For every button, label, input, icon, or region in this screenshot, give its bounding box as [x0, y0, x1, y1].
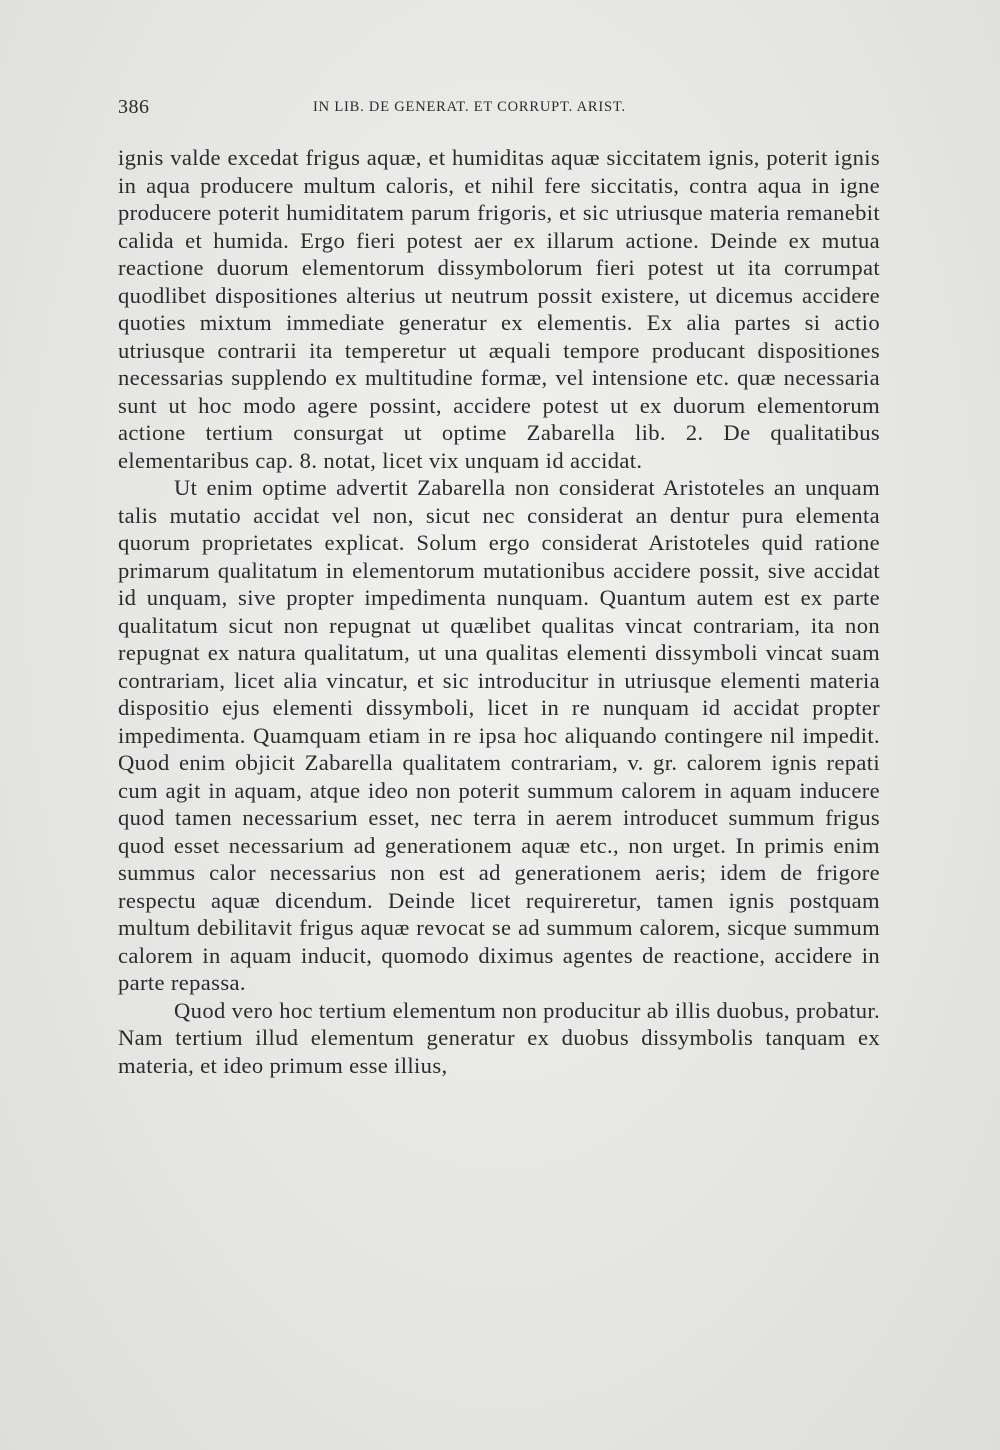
paragraph: Ut enim optime advertit Zabarella non considerat Aristoteles an unquam talis mutatio accidat vel non, sicut nec considerat an dentur pura elementa quorum proprietates explicat. Solum ergo considerat Aristoteles quid ratione primarum qualitatum in elementorum mutationibus accidere possit, sive accidat id unquam, sive propter impedimenta nunquam. Quantum autem est ex parte qualitatum sicut non repugnat ut quælibet qualitas vincat contrariam, ita non repugnat ex natura qualitatum, ut una qualitas elementi dissymboli vincat suam contrariam, licet alia vincatur, et sic introducitur in utriusque elementi materia dispositio ejus elementi dissymboli, licet in re nunquam id accidat propter impedimenta. Quamquam etiam in re ipsa hoc aliquando contingere nil impedit. Quod enim objicit Zabarella qualitatem contrariam, v. gr. calorem ignis repati cum agit in aquam, atque ideo non poterit summum calorem in aquam inducere quod tamen necessarium esset, nec terra in aerem introducet summum frigus quod esset necessarium ad generationem aquæ etc., non urget. In primis enim summus calor necessarius non est ad generationem aeris; idem de frigore respectu aquæ dicendum. Deinde licet requireretur, tamen ignis postquam multum debilitavit frigus aquæ revocat se ad summum calorem, sicque summum calorem in aquam inducit, quomodo diximus agentes de reactione, accidere in parte repassa. [118, 475, 880, 995]
page-number: 386 [118, 96, 150, 118]
running-head [118, 96, 878, 120]
paragraph-continuation: ignis valde excedat frigus aquæ, et humiditas aquæ siccitatem ignis, poterit ignis in aqua producere multum caloris, et nihil fere siccitatis, contra aqua in igne producere poterit humiditatem parum frigoris, et sic utriusque materia remanebit calida et humida. Ergo fieri potest aer ex illarum actione. Deinde ex mutua reactione duorum elementorum dissymbolorum fieri potest ut ita corrumpat quodlibet dispositiones alterius ut neutrum possit existere, ut dicemus accidere quoties mixtum immediate generatur ex elementis. Ex alia partes si actio utriusque contrarii ita temperetur ut æquali tempore producant dispositiones necessarias supplendo ex multitudine formæ, vel intensione etc. quæ necessaria sunt ut hoc modo agere possint, accidere potest ut ex duorum elementorum actione tertium consurgat ut optime Zabarella lib. 2. De qualitatibus elementaribus cap. 8. notat, licet vix unquam id accidat. [118, 145, 880, 473]
body-text [118, 144, 880, 1079]
paragraph: Quod vero hoc tertium elementum non producitur ab illis duobus, probatur. Nam tertium illud elementum generatur ex duobus dissymbolis tanquam ex materia, et ideo primum esse illius, [118, 997, 880, 1078]
running-title: IN LIB. DE GENERAT. ET CORRUPT. ARIST. [313, 99, 626, 115]
